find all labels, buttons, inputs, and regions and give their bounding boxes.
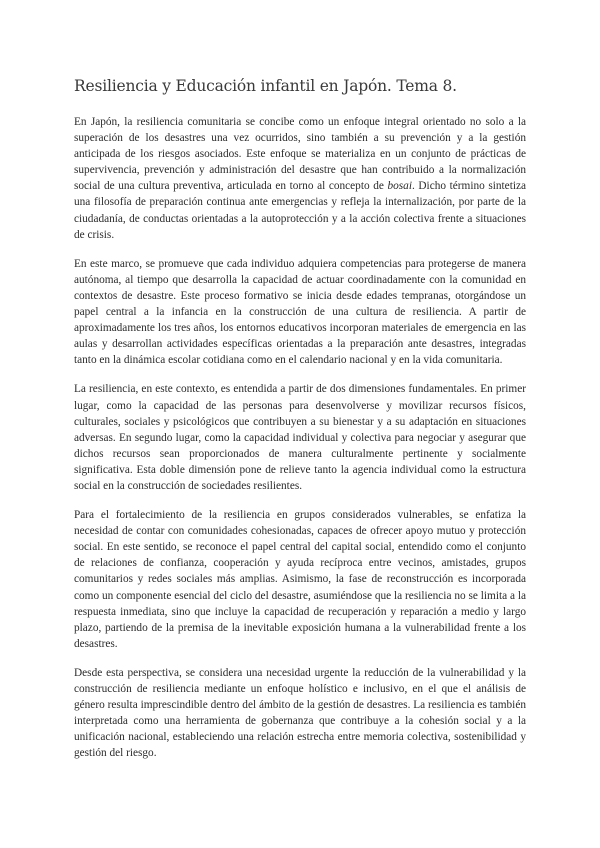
- paragraph-bosai: [74, 114, 526, 243]
- paragraph-resilience-dimensions: La resiliencia, en este contexto, es entendida a partir de dos dimensiones fundamentales. En primer lugar, como la capacidad de las personas para desenvolverse y movilizar recursos físicos, culturales, sociales y psicológicos que contribuyen a su bienestar y a su adaptación en situaciones adversas. En segundo lugar, como la capacidad individual y colectiva para negociar y asegurar que dichos recursos sean proporcionados de manera culturalmente pertinente y socialmente significativa. Esta doble dimensión pone de relieve tanto la agencia individual como la estructura social en la construcción de sociedades resilientes.: [74, 383, 526, 492]
- paragraph-1-text: En Japón, la resiliencia comunitaria se concibe como un enfoque integral orientado no solo a la superación de los desastres una vez ocurridos, sino también a su prevención y a la gestión anticipada de los riesgos asociados. Este enfoque se materializa en un conjunto de prácticas de supervivencia, prevención y administración del desastre que han contribuido a la normalización social de una cultura preventiva, articulada en torno al concepto de: [74, 116, 526, 193]
- paragraph-vulnerable-groups: Para el fortalecimiento de la resiliencia en grupos considerados vulnerables, se enfatiza la necesidad de contar con comunidades cohesionadas, capaces de ofrecer apoyo mutuo y protección social. En este sentido, se reconoce el papel central del capital social, entendido como el conjunto de relaciones de confianza, cooperación y ayuda recíproca entre vecinos, amistades, grupos comunitarios y redes sociales más amplias. Asimismo, la fase de reconstrucción es incorporada como un componente esencial del ciclo del desastre, asumiéndose que la resiliencia no se limita a la respuesta inmediata, sino que incluye la capacidad de recuperación y reparación a medio y largo plazo, partiendo de la premisa de la inevitable exposición humana a la vulnerabilidad frente a los desastres.: [74, 509, 526, 650]
- paragraph-perspective: Desde esta perspectiva, se considera una necesidad urgente la reducción de la vulnerabilidad y la construcción de resiliencia mediante un enfoque holístico e inclusivo, en el que el análisis de género resulta imprescindible dentro del ámbito de la gestión de desastres. La resiliencia es también interpretada como una herramienta de gobernanza que contribuye a la cohesión social y a la unificación nacional, estableciendo una relación estrecha entre memoria colectiva, sostenibilidad y gestión del riesgo.: [74, 666, 526, 760]
- document-page: [74, 76, 526, 774]
- bosai-term: bosai: [387, 180, 412, 193]
- paragraph-early-education: En este marco, se promueve que cada individuo adquiera competencias para protegerse de manera autónoma, al tiempo que desarrolla la capacidad de actuar coordinadamente con la comunidad en contextos de desastre. Este proceso formativo se inicia desde edades tempranas, otorgándose un papel central a la infancia en la construcción de una cultura de resiliencia. A partir de aproximadamente los tres años, los entornos educativos incorporan materiales de emergencia en las aulas y desarrollan actividades específicas orientadas a la preparación ante desastres, integradas tanto en la dinámica escolar cotidiana como en el calendario nacional y en la vida comunitaria.: [74, 257, 526, 367]
- paragraph-1-text-end: . Dicho término sintetiza una filosofía de preparación continua ante emergencias y refleja la internalización, por parte de la ciudadanía, de conductas orientadas a la autoprotección y a la acción colectiva frente a situaciones de crisis.: [74, 180, 526, 241]
- document-title: Resiliencia y Educación infantil en Japón. Tema 8.: [74, 77, 457, 95]
